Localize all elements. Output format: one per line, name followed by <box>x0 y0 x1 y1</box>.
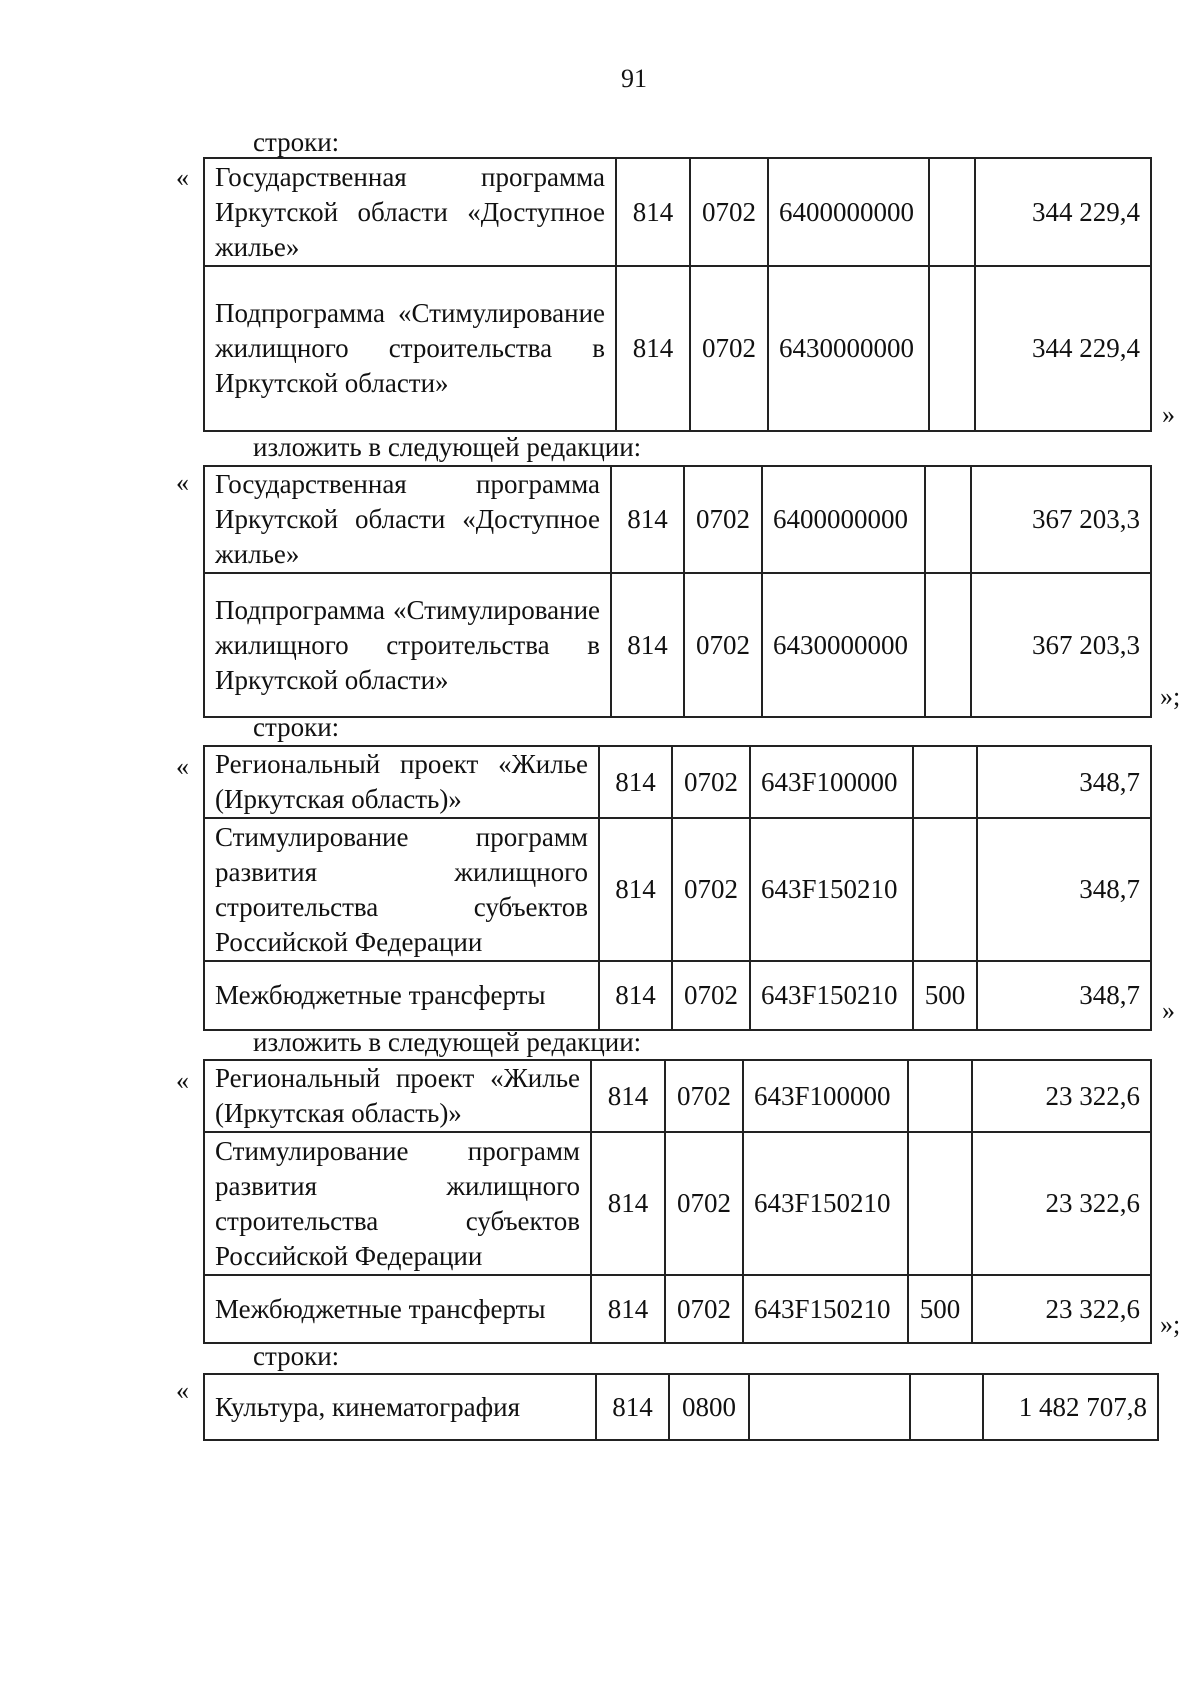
budget-table <box>203 1373 1159 1441</box>
expense-type-code <box>925 466 971 573</box>
grbs-code: 814 <box>591 1060 665 1132</box>
row-name: Культура, кинематография <box>204 1374 596 1440</box>
budget-table <box>203 157 1152 432</box>
amount: 23 322,6 <box>972 1275 1151 1343</box>
budget-table <box>203 1059 1152 1344</box>
close-quote: »; <box>1160 682 1181 711</box>
amount: 1 482 707,8 <box>983 1374 1158 1440</box>
block-label: строки: <box>253 1341 340 1371</box>
amount: 23 322,6 <box>972 1132 1151 1275</box>
expense-type-code: 500 <box>908 1275 972 1343</box>
target-code <box>749 1374 910 1440</box>
expense-type-code <box>929 266 975 431</box>
open-quote: « <box>176 1066 189 1095</box>
block-label: строки: <box>253 127 340 157</box>
close-quote: » <box>1162 996 1175 1025</box>
row-name: Межбюджетные трансферты <box>204 1275 591 1343</box>
row-name: Стимулирование программ развития жилищного строительства субъектов Российской Федерации <box>204 818 599 961</box>
amount: 344 229,4 <box>975 158 1151 266</box>
section-code: 0702 <box>665 1275 743 1343</box>
target-code: 643F150210 <box>750 818 913 961</box>
grbs-code: 814 <box>611 466 684 573</box>
amount: 344 229,4 <box>975 266 1151 431</box>
open-quote: « <box>176 468 189 497</box>
row-name: Стимулирование программ развития жилищного строительства субъектов Российской Федерации <box>204 1132 591 1275</box>
amount: 367 203,3 <box>971 573 1151 717</box>
table-row <box>204 1374 1158 1440</box>
table-row <box>204 466 1151 573</box>
target-code: 643F150210 <box>750 961 913 1030</box>
block-label: строки: <box>253 712 340 742</box>
table-row <box>204 1132 1151 1275</box>
table-row <box>204 818 1151 961</box>
row-name: Региональный проект «Жилье (Иркутская область)» <box>204 1060 591 1132</box>
target-code: 643F150210 <box>743 1275 908 1343</box>
close-quote: »; <box>1160 1310 1181 1339</box>
open-quote: « <box>176 752 189 781</box>
table-row <box>204 158 1151 266</box>
row-name: Подпрограмма «Стимулирование жилищного строительства в Иркутской области» <box>204 573 611 717</box>
target-code: 643F100000 <box>750 746 913 818</box>
grbs-code: 814 <box>611 573 684 717</box>
expense-type-code <box>908 1132 972 1275</box>
amount: 367 203,3 <box>971 466 1151 573</box>
section-code: 0702 <box>665 1132 743 1275</box>
section-code: 0800 <box>669 1374 749 1440</box>
amount: 348,7 <box>977 746 1151 818</box>
section-code: 0702 <box>672 961 750 1030</box>
grbs-code: 814 <box>596 1374 669 1440</box>
table-row <box>204 746 1151 818</box>
table-row <box>204 266 1151 431</box>
expense-type-code <box>913 818 977 961</box>
target-code: 6430000000 <box>768 266 929 431</box>
grbs-code: 814 <box>616 266 690 431</box>
target-code: 6400000000 <box>762 466 925 573</box>
expense-type-code <box>925 573 971 717</box>
grbs-code: 814 <box>599 961 672 1030</box>
table-row <box>204 961 1151 1030</box>
grbs-code: 814 <box>591 1275 665 1343</box>
block-label: изложить в следующей редакции: <box>253 1027 642 1057</box>
grbs-code: 814 <box>599 818 672 961</box>
section-code: 0702 <box>672 818 750 961</box>
budget-table <box>203 745 1152 1031</box>
target-code: 6430000000 <box>762 573 925 717</box>
expense-type-code <box>929 158 975 266</box>
table-row <box>204 1275 1151 1343</box>
grbs-code: 814 <box>599 746 672 818</box>
table-row <box>204 573 1151 717</box>
open-quote: « <box>176 163 189 192</box>
expense-type-code: 500 <box>913 961 977 1030</box>
expense-type-code <box>910 1374 983 1440</box>
amount: 23 322,6 <box>972 1060 1151 1132</box>
section-code: 0702 <box>684 466 762 573</box>
close-quote: » <box>1162 400 1175 429</box>
section-code: 0702 <box>665 1060 743 1132</box>
row-name: Межбюджетные трансферты <box>204 961 599 1030</box>
section-code: 0702 <box>690 266 768 431</box>
grbs-code: 814 <box>591 1132 665 1275</box>
section-code: 0702 <box>684 573 762 717</box>
amount: 348,7 <box>977 818 1151 961</box>
budget-table <box>203 465 1152 718</box>
block-label: изложить в следующей редакции: <box>253 432 642 462</box>
row-name: Государственная программа Иркутской области «Доступное жилье» <box>204 158 616 266</box>
table-row <box>204 1060 1151 1132</box>
section-code: 0702 <box>690 158 768 266</box>
grbs-code: 814 <box>616 158 690 266</box>
page-number: 91 <box>621 64 647 93</box>
target-code: 643F100000 <box>743 1060 908 1132</box>
open-quote: « <box>176 1376 189 1405</box>
section-code: 0702 <box>672 746 750 818</box>
row-name: Подпрограмма «Стимулирование жилищного строительства в Иркутской области» <box>204 266 616 431</box>
row-name: Региональный проект «Жилье (Иркутская область)» <box>204 746 599 818</box>
target-code: 643F150210 <box>743 1132 908 1275</box>
expense-type-code <box>908 1060 972 1132</box>
row-name: Государственная программа Иркутской области «Доступное жилье» <box>204 466 611 573</box>
expense-type-code <box>913 746 977 818</box>
target-code: 6400000000 <box>768 158 929 266</box>
amount: 348,7 <box>977 961 1151 1030</box>
